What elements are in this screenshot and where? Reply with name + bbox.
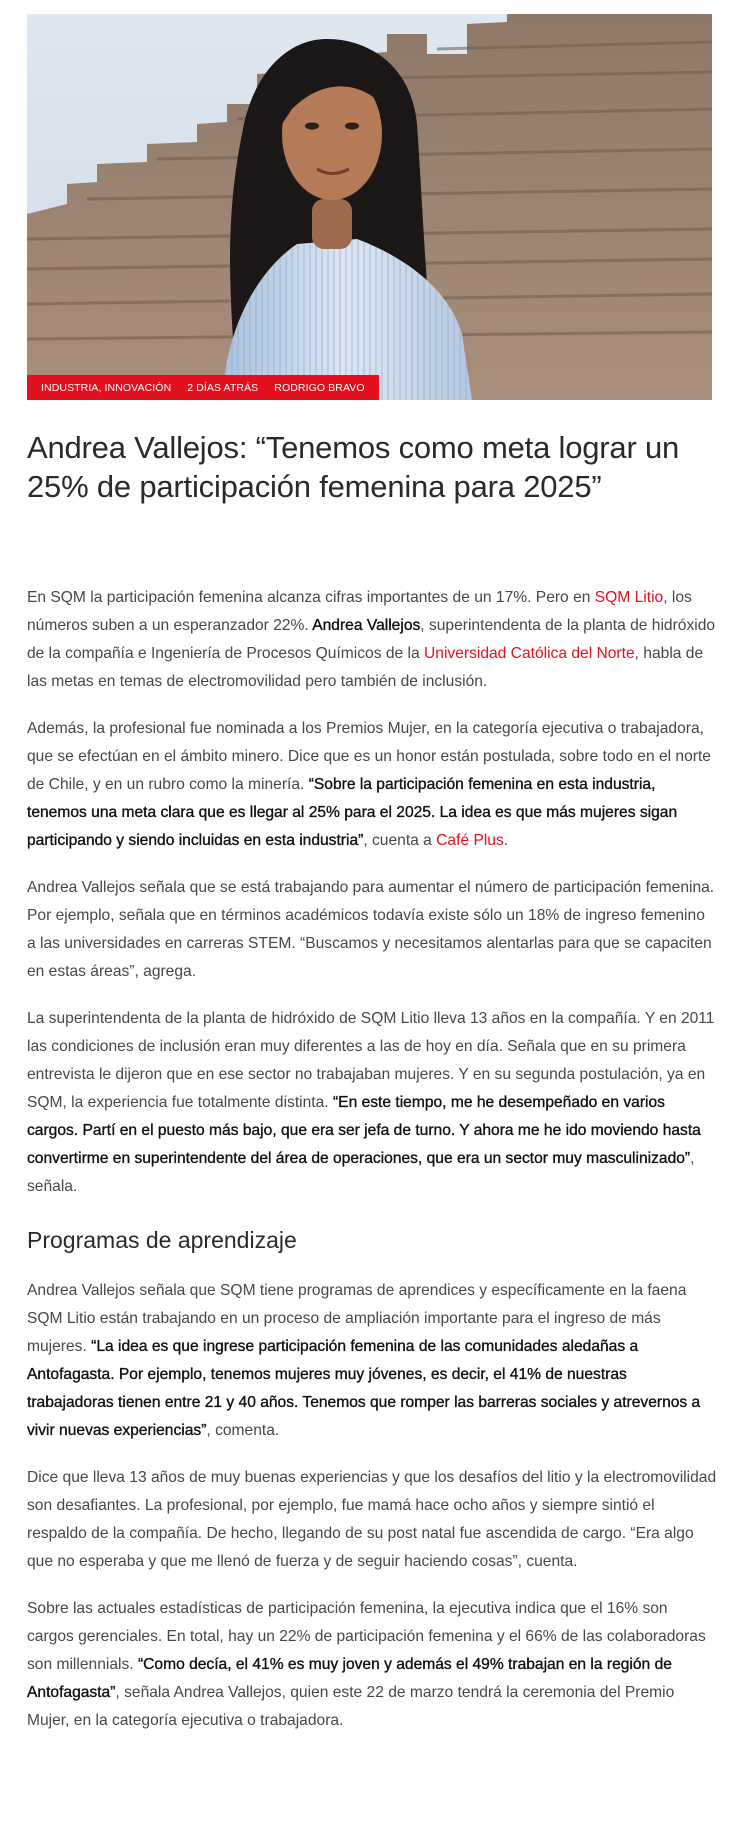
paragraph-1: En SQM la participación femenina alcanza cifras importantes de un 17%. Pero en SQM Litio, los números suben a un esperanzador 22%. Andrea Vallejos, superintendenta de la planta de hidróxido de la compañía e Ingeniería de Procesos Químicos de la Universidad Católica del Norte, habla de las metas en temas de electromovilidad pero también de inclusión. bbox=[27, 589, 716, 690]
meta-categories[interactable]: INDUSTRIA, INNOVACIÓN bbox=[41, 381, 172, 394]
quote-bold: “Como decía, el 41% es muy joven y además el 49% trabajan en la región de Antofagasta” bbox=[27, 1656, 672, 1701]
meta-author[interactable]: RODRIGO BRAVO bbox=[274, 381, 365, 394]
paragraph-6: Dice que lleva 13 años de muy buenas experiencias y que los desafíos del litio y la electromovilidad son desafiantes. La profesional, por ejemplo, fue mamá hace ocho años y siempre sintió el respaldo de la compañía. De hecho, llegando de su post natal fue ascendida de cargo. “Era algo que no esperaba y que me llenó de fuerza y de seguir haciendo cosas”, cuenta. bbox=[27, 1469, 717, 1570]
name-bold: Andrea Vallejos bbox=[312, 617, 421, 634]
paragraph-4: La superintendenta de la planta de hidróxido de SQM Litio lleva 13 años en la compañía. Y en 2011 las condiciones de inclusión eran muy diferentes a las de hoy en día. Señala que en su primera entrevista le dijeron que en ese sector no trabajaban mujeres. Y en su segunda postulación, ya en SQM, la experiencia fue totalmente distinta. “En este tiempo, me he desempeñado en varios cargos. Partí en el puesto más bajo, que era ser jefa de turno. Y ahora me he ido moviendo hasta convertirme en superintendente del área de operaciones, que era un sector muy masculinizado”, señala. bbox=[27, 1010, 715, 1195]
link-universidad[interactable]: Universidad Católica del Norte bbox=[424, 645, 635, 662]
section-heading: Programas de aprendizaje bbox=[27, 1227, 297, 1253]
quote-bold: “En este tiempo, me he desempeñado en varios cargos. Partí en el puesto más bajo, que era ser jefa de turno. Y ahora me he ido moviendo hasta convertirme en superintendente del área de operaciones, que era un sector muy masculinizado” bbox=[27, 1094, 701, 1167]
meta-date: 2 DÍAS ATRÁS bbox=[187, 381, 259, 394]
paragraph-3: Andrea Vallejos señala que se está trabajando para aumentar el número de participación femenina. Por ejemplo, señala que en términos académicos todavía existe sólo un 18% de ingreso femenino a las universidades en carreras STEM. “Buscamos y necesitamos alentarlas para que se capaciten en estas áreas”, agrega. bbox=[27, 879, 715, 980]
hero-image[interactable] bbox=[27, 14, 712, 400]
quote-bold: “La idea es que ingrese participación femenina de las comunidades aledañas a Antofagasta. Por ejemplo, tenemos mujeres muy jóvenes, es decir, el 41% de nuestras trabajadoras tienen entre 21 y 40 años. Tenemos que romper las barreras sociales y atrevernos a vivir nuevas experiencias” bbox=[27, 1338, 701, 1439]
article-meta-bar bbox=[27, 375, 379, 400]
article-body bbox=[27, 584, 717, 1754]
article-title: Andrea Vallejos: “Tenemos como meta lograr un 25% de participación femenina para 2025” bbox=[27, 430, 680, 504]
link-sqm-litio[interactable]: SQM Litio bbox=[594, 589, 664, 606]
hero-photo bbox=[27, 14, 712, 400]
paragraph-5: Andrea Vallejos señala que SQM tiene programas de aprendices y específicamente en la faena SQM Litio están trabajando en un proceso de ampliación importante para el ingreso de más mujeres. “La idea es que ingrese participación femenina de las comunidades aledañas a Antofagasta. Por ejemplo, tenemos mujeres muy jóvenes, es decir, el 41% de nuestras trabajadoras tienen entre 21 y 40 años. Tenemos que romper las barreras sociales y atrevernos a vivir nuevas experiencias”, comenta. bbox=[27, 1282, 701, 1439]
paragraph-2: Además, la profesional fue nominada a los Premios Mujer, en la categoría ejecutiva o trabajadora, que se efectúan en el ámbito minero. Dice que es un honor están postulada, sobre todo en el norte de Chile, y en un rubro como la minería. “Sobre la participación femenina en esta industria, tenemos una meta clara que es llegar al 25% para el 2025. La idea es que más mujeres sigan participando y siendo incluidas en esta industria”, cuenta a Café Plus. bbox=[27, 720, 711, 849]
quote-bold: “Sobre la participación femenina en esta industria, tenemos una meta clara que es llegar al 25% para el 2025. La idea es que más mujeres sigan participando y siendo incluidas en esta industria” bbox=[27, 776, 678, 849]
paragraph-7: Sobre las actuales estadísticas de participación femenina, la ejecutiva indica que el 16% son cargos gerenciales. En total, hay un 22% de participación femenina y el 66% de las colaboradoras son millennials. “Como decía, el 41% es muy joven y además el 49% trabajan en la región de Antofagasta”, señala Andrea Vallejos, quien este 22 de marzo tendrá la ceremonia del Premio Mujer, en la categoría ejecutiva o trabajadora. bbox=[27, 1600, 706, 1729]
link-cafe-plus[interactable]: Café Plus bbox=[436, 832, 504, 849]
